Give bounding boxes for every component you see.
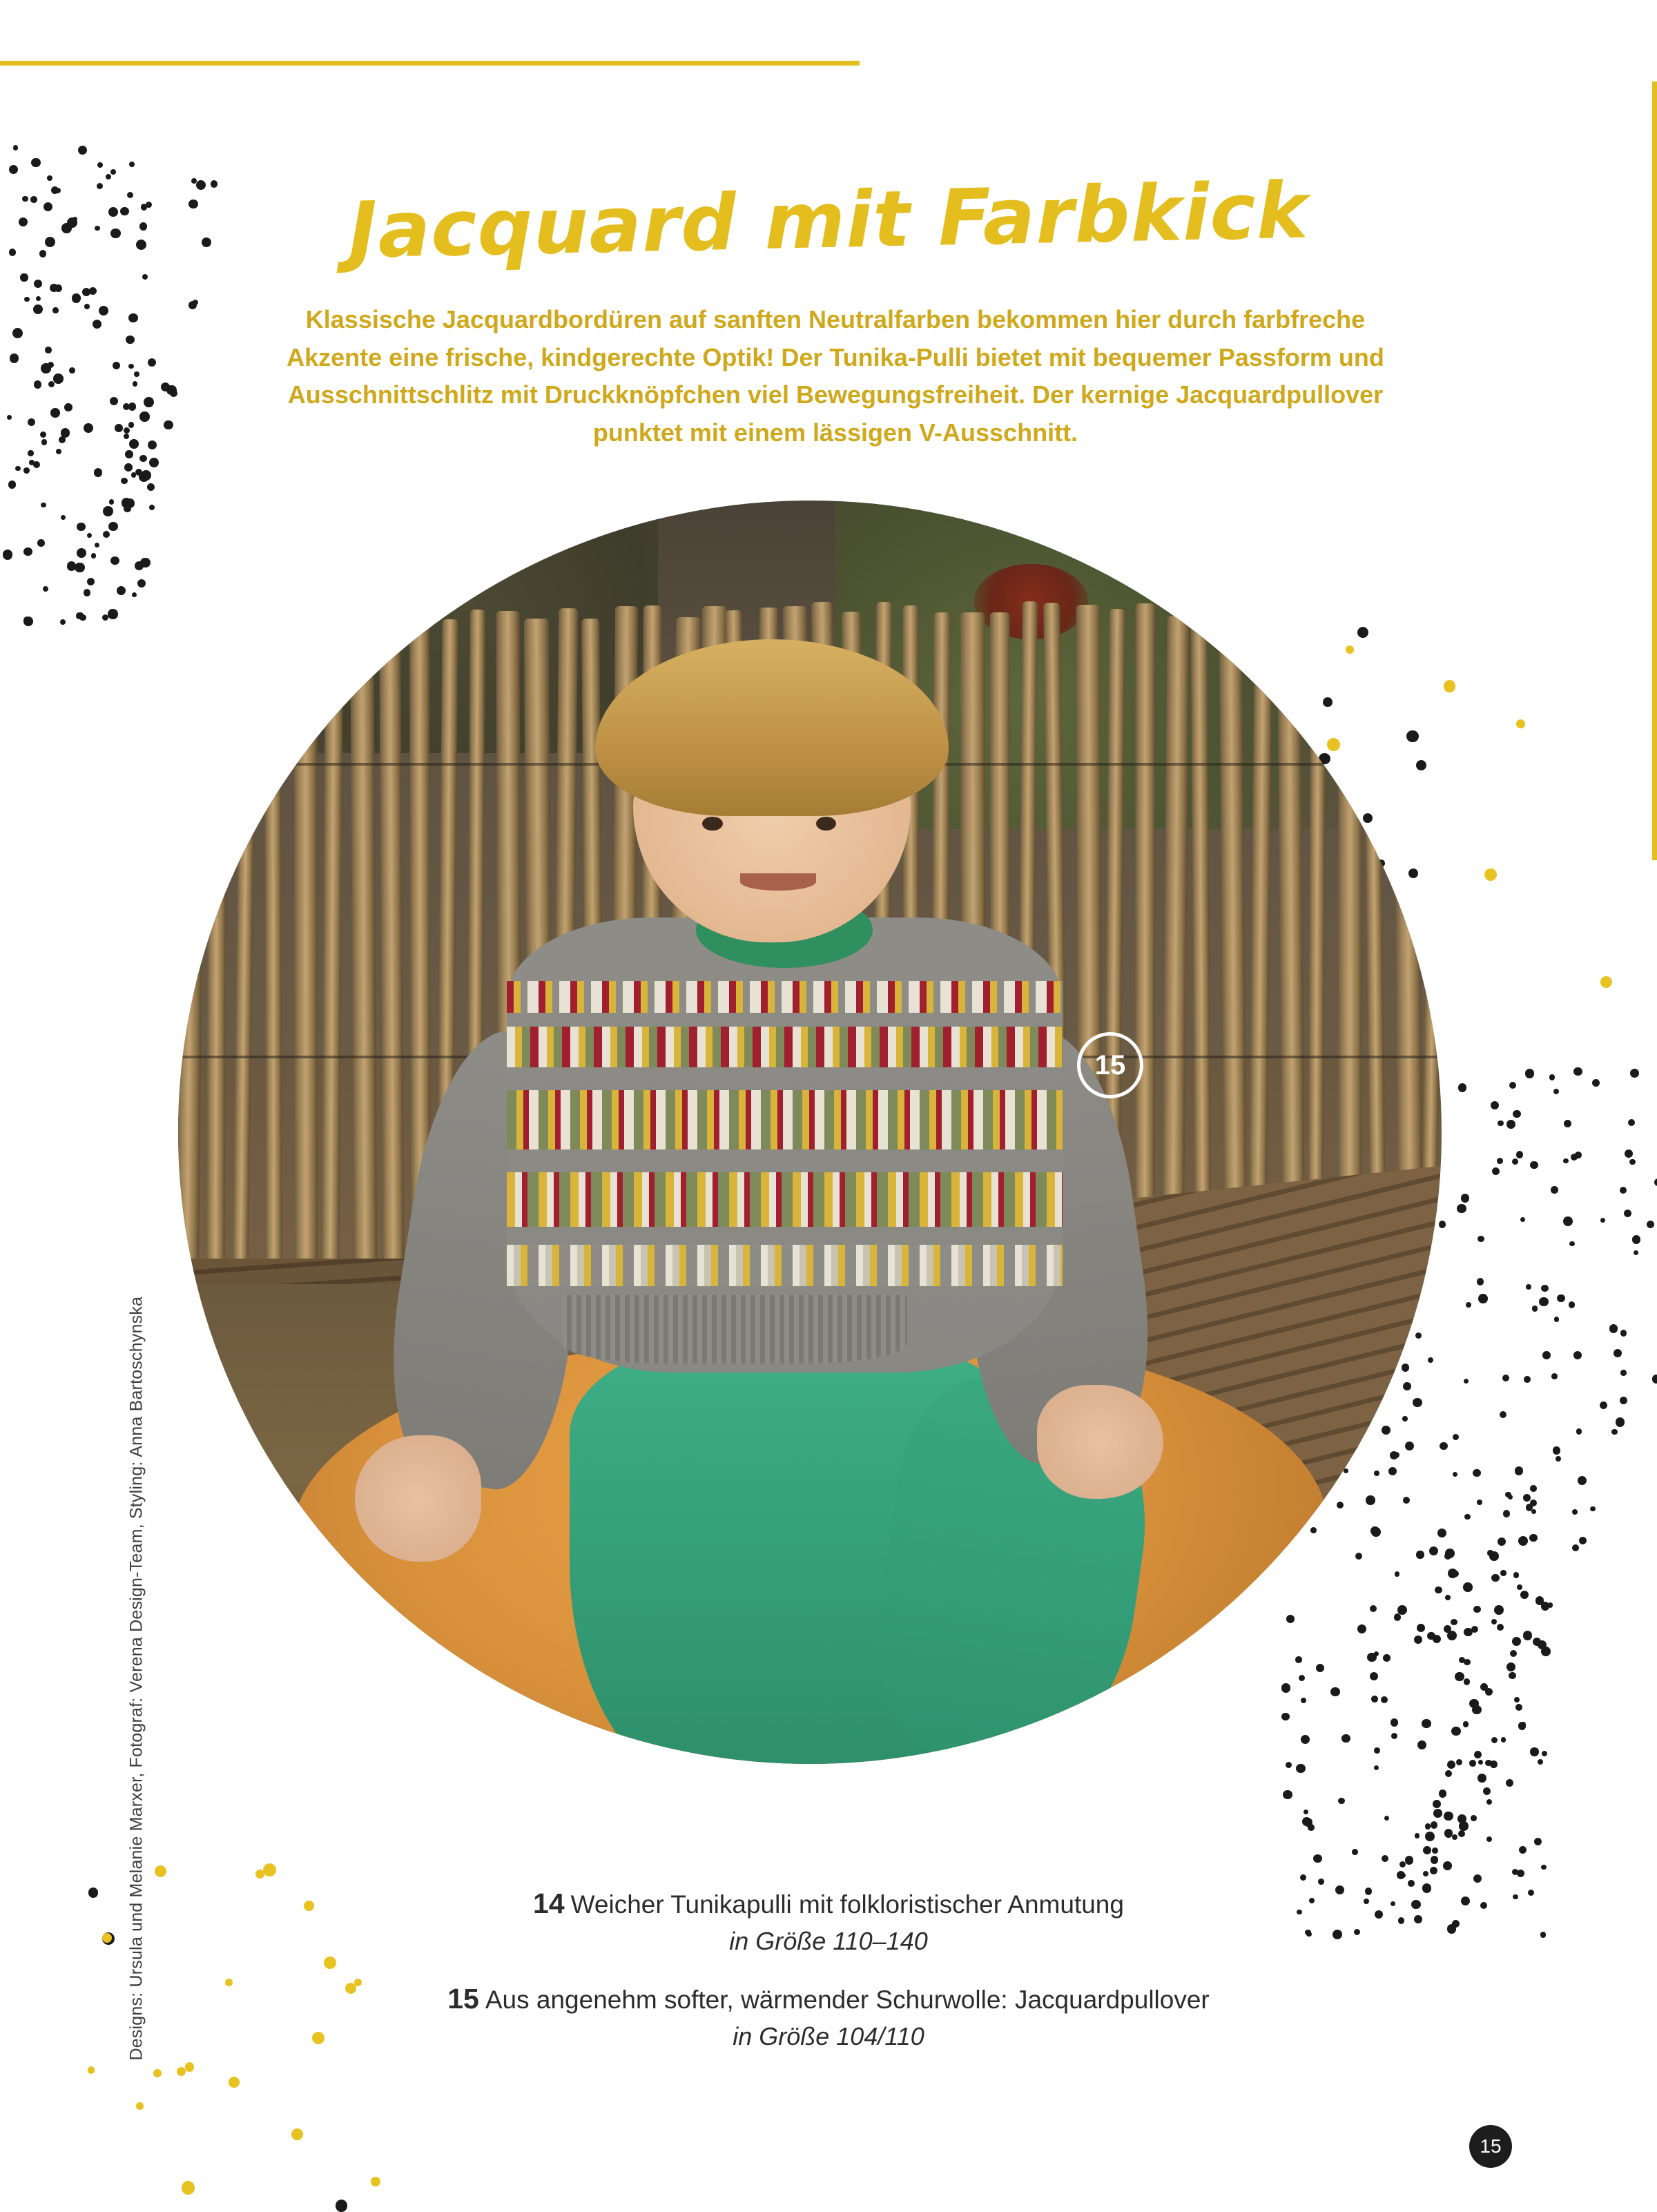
- caption-item: [207, 1885, 1450, 1922]
- caption-item: [207, 1980, 1450, 2017]
- caption-size: in Größe 110–140: [729, 1927, 928, 1956]
- caption-size: in Größe 104/110: [733, 2021, 924, 2050]
- intro-paragraph: Klassische Jacquardbordüren auf sanften Neutralfarben bekommen hier durch farbfreche Akzente eine frische, kindgerechte Optik! Der Tunika-Pulli bietet mit bequemer Passform und Ausschnittschlitz mit Druckknöpfchen viel Bewegungsfreiheit. Der kernige Jacquardpullover punktet mit einem lässigen V-Ausschnitt.: [287, 305, 1384, 447]
- caption-text: Weicher Tunikapulli mit folkloristischer Anmutung: [570, 1890, 1124, 1919]
- photo-illustration: [178, 501, 1442, 1764]
- page-title: Jacquard mit Farbkick: [347, 166, 1310, 276]
- hero-photo: [178, 501, 1442, 1764]
- hand-left: [355, 1435, 481, 1562]
- caption-text: Aus angenehm softer, wärmender Schurwolle: Jacquardpullover: [485, 1985, 1210, 2014]
- photo-number-badge: 15: [1077, 1032, 1143, 1098]
- jacquard-sweater: [507, 918, 1063, 1372]
- top-gold-rule: [0, 61, 860, 66]
- hand-right: [1037, 1385, 1163, 1499]
- caption-block: [207, 1885, 1450, 2075]
- page-number-badge: 15: [1469, 2125, 1512, 2168]
- caption-number: 15: [447, 1982, 479, 2015]
- caption-number: 14: [533, 1888, 565, 1919]
- photo-credit: Designs: Ursula und Melanie Marxer, Fotograf: Verena Design-Team, Styling: Anna Bartoschynska: [126, 1296, 146, 2061]
